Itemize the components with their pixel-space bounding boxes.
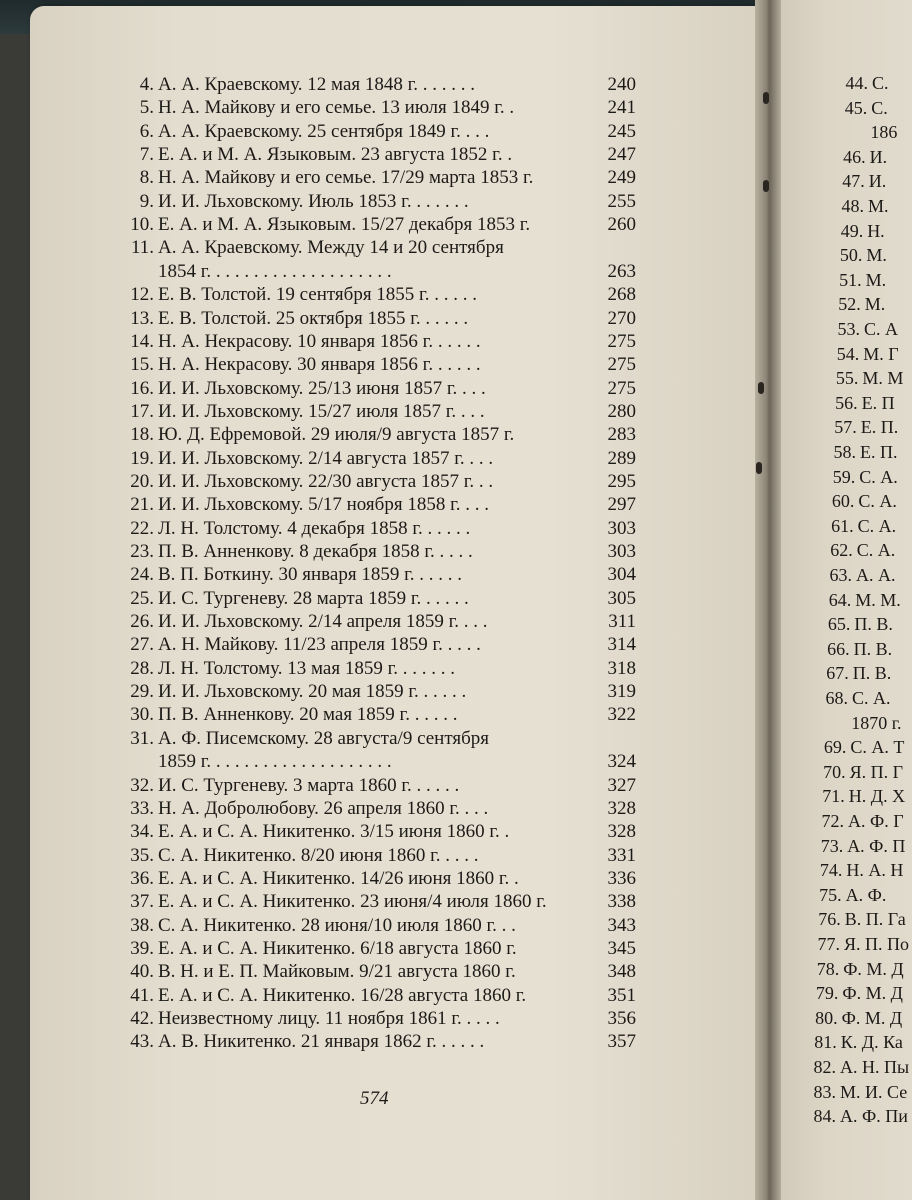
fragment-number: 51. [839,269,862,290]
fragment-text: П. В. [852,663,892,684]
right-toc-fragment [834,269,887,291]
entry-page: 275 [607,330,636,352]
entry-title: Н. А. Некрасову. 10 января 1856 г. . . . . . [158,330,481,352]
fragment-number: 76. [818,909,841,930]
fragment-number: 78. [816,958,840,979]
fragment-number: 63. [829,565,852,585]
right-toc-fragment [830,392,895,414]
entry-title: А. В. Никитенко. 21 января 1862 г. . . . . . [158,1031,485,1053]
fragment-text: М. М. [855,589,901,610]
fragment-number: 83. [813,1081,836,1102]
right-toc-fragment [810,1007,903,1029]
entry-title: А. А. Краевскому. 25 сентября 1849 г. . . . [158,120,490,142]
entry-title: Л. Н. Толстому. 4 декабря 1858 г. . . . . . [158,517,471,539]
right-toc-fragment [839,97,888,119]
fragment-text: А. Ф. [845,884,887,905]
fragment-text: И. [868,171,887,192]
entry-page: 328 [607,821,636,843]
fragment-text: С. А. Т [850,737,905,758]
right-toc-fragment [828,441,898,463]
fragment-number: 71. [822,786,845,807]
fragment-text: Н. [867,220,885,241]
right-toc-fragment [821,662,892,684]
fragment-number: 75. [819,884,842,905]
right-toc-fragment [840,72,889,94]
fragment-text: К. Д. Ка [840,1032,903,1053]
right-toc-fragment [831,343,898,365]
entry-title: Е. В. Толстой. 19 сентября 1855 г. . . . . . [158,284,477,306]
right-toc-fragment [812,933,909,955]
entry-number: 40. [130,961,154,983]
entry-number: 12. [130,284,154,306]
right-toc-fragment [809,1031,903,1053]
fragment-number: 52. [838,294,861,315]
right-toc-fragment [815,835,905,857]
right-toc-fragment [836,195,889,217]
right-toc-fragment [835,220,885,242]
entry-page: 263 [607,260,636,282]
fragment-number: 61. [831,515,854,536]
fragment-text: М. [865,269,887,290]
entry-page: 245 [607,120,636,142]
fragment-text: Н. А. Н [846,860,904,881]
right-toc-fragment [823,589,901,611]
right-toc-fragment [819,712,901,734]
fragment-number: 46. [843,146,866,167]
entry-title: И. И. Льховскому. 22/30 августа 1857 г. . . [158,470,494,492]
entry-page: 260 [607,214,636,236]
fragment-text: Ф. М. Д [841,1007,903,1028]
right-toc-fragment [825,539,896,561]
entry-page: 357 [607,1031,636,1053]
entry-title: Н. А. Некрасову. 30 января 1856 г. . . . . . [158,354,481,376]
right-toc-fragment [814,859,903,881]
fragment-text: А. Ф. Пи [840,1106,908,1127]
entry-number: 34. [130,821,154,843]
entry-number: 23. [130,541,154,562]
entry-page: 255 [607,190,636,212]
entry-title: С. А. Никитенко. 8/20 июня 1860 г. . . . . [158,844,479,866]
entry-number: 10. [130,214,154,236]
entry-number: 33. [130,797,154,819]
entry-page: 356 [607,1008,636,1029]
fragment-text: М. И. Се [840,1081,908,1102]
entry-title: А. А. Краевскому. Между 14 и 20 сентября [158,237,504,259]
fragment-text: М. [868,196,889,216]
entry-number: 36. [130,867,154,889]
entry-page: 240 [607,74,636,95]
fragment-number: 47. [842,171,865,192]
entry-title: И. С. Тургеневу. 3 марта 1860 г. . . . . . [158,774,460,796]
right-toc-fragment [808,1081,907,1103]
entry-title: И. И. Льховскому. Июль 1853 г. . . . . . . [158,190,469,212]
fragment-text: С. А [864,319,899,339]
entry-title: А. А. Краевскому. 12 мая 1848 г. . . . . . . [158,74,476,95]
entry-page: 338 [607,891,636,913]
right-toc-fragment [818,736,904,758]
entry-number: 11. [130,237,154,259]
entry-page: 311 [608,611,636,633]
entry-page: 322 [607,704,636,726]
entry-page: 295 [607,470,636,492]
fragment-number: 77. [817,934,840,954]
entry-page: 247 [607,144,636,166]
entry-number: 37. [130,891,154,913]
fragment-text: А. Ф. П [847,835,906,856]
entry-title: Е. В. Толстой. 25 октября 1855 г. . . . . . [158,307,469,329]
fragment-number: 81. [814,1032,837,1053]
right-toc-fragment [820,687,891,709]
fragment-text: С. А. [858,491,897,512]
entry-title: В. П. Боткину. 30 января 1859 г. . . . . . [158,564,462,586]
fragment-number: 79. [815,983,839,1004]
entry-number: 31. [130,727,154,749]
entry-title: Е. А. и М. А. Языковым. 23 августа 1852 г. . [158,144,513,166]
fragment-text: Е. П [861,392,895,413]
entry-page: 303 [607,541,636,562]
entry-number: 7. [139,144,154,166]
entry-number: 9. [139,190,154,212]
entry-title: И. И. Льховскому. 15/27 июля 1857 г. . . . [158,400,485,422]
entry-title: Е. А. и М. А. Языковым. 15/27 декабря 1853 г. [158,214,531,236]
fragment-text: 186 [870,122,898,143]
entry-number: 8. [139,167,154,189]
fragment-text: И. [869,146,888,167]
entry-number: 17. [130,400,154,422]
fragment-number: 67. [826,663,849,684]
entry-page: 275 [607,377,636,399]
entry-title: Ю. Д. Ефремовой. 29 июля/9 августа 1857 г. [158,424,515,446]
entry-number: 26. [130,611,154,633]
entry-title: И. И. Льховскому. 2/14 августа 1857 г. . . . [158,447,494,469]
entry-number: 14. [130,330,154,352]
right-toc-fragment [817,785,905,807]
entry-page: 289 [607,447,636,469]
entry-number: 22. [130,517,154,539]
right-toc-fragment [808,1105,908,1127]
entry-page: 275 [607,354,636,376]
fragment-number: 56. [835,392,858,413]
entry-number: 28. [130,657,154,679]
entry-page: 351 [607,984,636,1006]
fragment-text: С. А. [852,688,891,708]
entry-number: 4. [139,74,154,95]
entry-page: 304 [607,564,636,586]
right-toc-fragment [810,982,903,1004]
entry-number: 27. [130,634,154,656]
fragment-number: 62. [830,540,853,561]
fragment-number: 65. [827,614,851,635]
entry-page: 268 [607,284,636,306]
entry-title: Неизвестному лицу. 11 ноября 1861 г. . . . . [158,1008,500,1029]
fragment-number: 74. [819,860,843,881]
fragment-number: 54. [836,343,860,364]
entry-number: 18. [130,424,154,446]
right-toc-fragment [822,613,893,635]
fragment-text: А. Ф. Г [848,811,904,831]
fragment-number: 73. [820,835,844,856]
fragment-number: 72. [821,811,844,831]
entry-continuation: 1859 г. . . . . . . . . . . . . . . . . . . . [158,751,392,773]
fragment-number: 50. [839,245,863,266]
fragment-text: С. А. [856,540,896,561]
fragment-text: Я. П. Г [849,761,904,782]
fragment-text: Е. П. [860,417,899,438]
entry-title: Е. А. и С. А. Никитенко. 14/26 июня 1860 г. . [158,867,519,889]
right-toc-fragment [826,515,897,537]
entry-page: 241 [607,97,636,119]
entry-number: 19. [130,447,154,469]
entry-number: 5. [139,97,154,119]
entry-page: 305 [607,587,636,609]
right-toc-fragment [837,170,887,192]
fragment-text: Ф. М. Д [843,958,904,979]
fragment-number: 57. [834,417,857,438]
fragment-text: В. П. Га [844,909,906,930]
right-toc-fragment [813,908,906,930]
entry-title: Е. А. и С. А. Никитенко. 16/28 августа 1860 г. [158,984,527,1006]
entry-page: 303 [607,517,636,539]
right-toc-fragment [811,958,904,980]
entry-title: П. В. Анненкову. 8 декабря 1858 г. . . . . [158,541,473,562]
entry-number: 6. [139,120,154,142]
entry-page: 348 [607,961,636,983]
entry-page: 314 [607,634,636,656]
entry-title: А. Н. Майкову. 11/23 апреля 1859 г. . . . . [158,634,481,656]
fragment-number: 58. [833,442,856,462]
right-toc-fragment [826,490,897,512]
fragment-text: С. А. [859,466,898,487]
fragment-text: М. М [862,368,904,389]
entry-page: 343 [607,914,636,936]
fragment-text: М. [866,245,887,266]
right-toc-fragment [832,318,898,340]
fragment-text: П. В. [853,638,893,659]
entry-page: 336 [607,867,636,889]
fragment-text: Е. П. [860,442,898,462]
entry-title: Е. А. и С. А. Никитенко. 3/15 июня 1860 г. . [158,821,510,843]
fragment-number: 66. [827,638,850,659]
fragment-number: 55. [835,368,859,389]
fragment-text: Н. Д. Х [848,786,906,807]
right-toc-fragment [827,466,898,488]
entry-page: 328 [607,797,636,819]
entry-title: Е. А. и С. А. Никитенко. 6/18 августа 1860 г. [158,937,517,959]
right-toc-fragment [822,638,893,660]
entry-title: С. А. Никитенко. 28 июня/10 июля 1860 г. . . [158,914,516,936]
entry-page: 249 [607,167,636,189]
entry-page: 331 [607,844,636,866]
entry-title: Е. А. и С. А. Никитенко. 23 июня/4 июля 1860 г. [158,891,547,913]
fragment-text: А. А. [856,565,896,585]
fragment-text: Ф. М. Д [842,983,903,1004]
entry-title: И. И. Льховскому. 5/17 ноября 1858 г. . . . [158,494,489,516]
fragment-number: 84. [813,1106,836,1127]
fragment-text: М. [864,294,886,315]
right-toc-fragment [824,564,896,586]
fragment-number: 82. [813,1057,836,1077]
entry-number: 25. [130,587,154,609]
entry-number: 29. [130,681,154,703]
fragment-number: 60. [831,491,855,512]
entry-page: 345 [607,937,636,959]
entry-title: П. В. Анненкову. 20 мая 1859 г. . . . . . [158,704,458,726]
entry-title: А. Ф. Писемскому. 28 августа/9 сентября [158,727,490,749]
entry-title: Н. А. Добролюбову. 26 апреля 1860 г. . . . [158,797,489,819]
fragment-number: 80. [815,1007,838,1028]
right-toc-fragment [830,367,903,389]
entry-number: 30. [130,704,154,726]
right-toc-fragment [814,884,887,906]
entry-title: В. Н. и Е. П. Майковым. 9/21 августа 1860 г. [158,961,516,983]
entry-number: 38. [130,914,154,936]
right-toc-fragment [838,146,888,168]
fragment-number: 45. [844,97,868,118]
entry-title: И. И. Льховскому. 25/13 июня 1857 г. . . . [158,377,486,399]
fragment-number: 53. [837,319,860,339]
entry-number: 43. [130,1031,154,1053]
fragment-number: 69. [823,737,847,758]
fragment-number: 44. [845,73,868,93]
entry-number: 15. [130,354,154,376]
fragment-text: А. Н. Пы [840,1057,910,1077]
right-toc-fragment [818,761,903,783]
entry-number: 20. [130,470,154,492]
right-toc-fragment [834,244,887,266]
entry-title: И. И. Льховскому. 20 мая 1859 г. . . . . . [158,681,467,703]
fragment-number: 59. [832,466,856,487]
entry-page: 297 [607,494,636,516]
fragment-number: 68. [825,688,848,708]
fragment-text: М. Г [863,343,899,364]
entry-title: Н. А. Майкову и его семье. 13 июля 1849 г. . [158,97,515,119]
entry-page: 270 [607,307,636,329]
entry-title: Л. Н. Толстому. 13 мая 1859 г. . . . . . . [158,657,455,679]
entry-page: 280 [607,400,636,422]
right-toc-fragment [833,293,886,315]
entry-page: 324 [607,751,636,773]
entry-page: 327 [607,774,636,796]
entry-number: 41. [130,984,154,1006]
fragment-number: 49. [840,220,864,241]
entry-page: 318 [607,657,636,679]
entry-title: И. С. Тургеневу. 28 марта 1859 г. . . . . . [158,587,469,609]
fragment-text: 1870 г. [851,712,902,733]
entry-continuation: 1854 г. . . . . . . . . . . . . . . . . . . . [158,260,392,282]
page-number: 574 [360,1088,389,1109]
fragment-text: С. А. [857,515,897,536]
entry-number: 32. [130,774,154,796]
fragment-number: 70. [823,761,846,782]
entry-number: 42. [130,1008,154,1029]
entry-number: 24. [130,564,154,586]
entry-page: 319 [607,681,636,703]
entry-number: 39. [130,937,154,959]
entry-number: 35. [130,844,154,866]
fragment-text: П. В. [854,614,893,635]
entry-title: Н. А. Майкову и его семье. 17/29 марта 1853 г. [158,167,534,189]
entry-number: 16. [130,377,154,399]
fragment-text: Я. П. По [844,934,910,954]
entry-title: И. И. Льховскому. 2/14 апреля 1859 г. . . . [158,611,488,633]
fragment-number: 48. [841,196,864,216]
right-toc-fragment [838,121,897,143]
entry-page: 283 [607,424,636,446]
entry-number: 13. [130,307,154,329]
fragment-text: С. [871,97,888,118]
right-toc-fragment [829,416,899,438]
right-toc-fragment [816,810,904,832]
entry-number: 21. [130,494,154,516]
fragment-number: 64. [828,589,852,610]
fragment-text: С. [872,73,889,93]
right-toc-fragment [808,1056,909,1078]
